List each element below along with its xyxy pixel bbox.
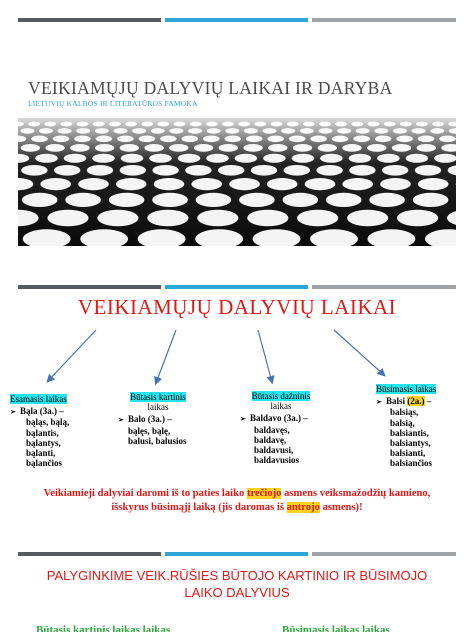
past-heading-line1: Būtasis kartinis bbox=[130, 392, 186, 402]
future-form: balsiantis, bbox=[390, 427, 429, 438]
present-heading: Esamasis laikas bbox=[10, 394, 67, 404]
frequentative-verb: Baldavo (3a.) – bbox=[250, 413, 308, 424]
present-verb: Bąla (3a.) – bbox=[20, 406, 64, 417]
future-form: balsią, bbox=[390, 417, 415, 428]
column-future bbox=[376, 384, 460, 469]
column-frequentative bbox=[240, 391, 322, 465]
arrow-frequentative bbox=[258, 330, 272, 382]
present-form: bąlantys, bbox=[26, 437, 61, 448]
slide3-cut-left: Būtasis kartinis laikas laikas bbox=[36, 624, 171, 632]
frequentative-form: baldavęs, bbox=[254, 424, 290, 435]
frequentative-heading-line1: Būtasis dažninis bbox=[251, 391, 311, 401]
slide1-title: VEIKIAMŲJŲ DALYVIŲ LAIKAI IR DARYBA bbox=[28, 78, 393, 98]
arrow-bullet-icon: ➢ bbox=[240, 415, 246, 424]
arrow-bullet-icon: ➢ bbox=[10, 408, 16, 417]
arrow-bullet-icon: ➢ bbox=[118, 416, 124, 425]
rule-note: Veikiamieji dalyviai daromi iš to paties laiko trečiojo asmens veiksmažodžių kamieno, išskyrus būsimąjį laiką (jis daromas iš antrojo asmens)! bbox=[43, 488, 431, 513]
frequentative-form: baldavę, bbox=[254, 434, 287, 445]
future-heading: Būsimasis laikas bbox=[376, 384, 437, 394]
future-verb-person: (2a.) bbox=[407, 396, 425, 407]
frequentative-form: baldavusi, bbox=[254, 445, 294, 456]
future-form: balsiančios bbox=[390, 458, 433, 469]
past-form: balusi, balusios bbox=[128, 435, 187, 446]
column-past bbox=[118, 392, 198, 446]
past-heading-line2: laikas bbox=[147, 402, 169, 413]
future-form: balsiąs, bbox=[390, 407, 419, 418]
slide3-bar-center bbox=[165, 552, 308, 556]
slide1-subtitle: LIETUVIŲ KALBOS IR LITERATŪROS PAMOKA bbox=[28, 99, 198, 108]
future-form: balsiantys, bbox=[390, 438, 431, 449]
frequentative-form: baldavusios bbox=[254, 455, 300, 466]
past-form: bąlęs, bąlę, bbox=[128, 425, 171, 436]
arrow-past bbox=[156, 330, 176, 383]
present-form: bąlančios bbox=[26, 458, 63, 469]
slide3-title: PALYGINKIME VEIK.RŪŠIES BŪTOJO KARTINIO IR BŪSIMOJO LAIKO DALYVIUS bbox=[46, 568, 428, 600]
present-form: bąlantis, bbox=[26, 427, 59, 438]
slide3-cut-right: Būsimasis laikas laikas bbox=[282, 624, 390, 632]
future-form: balsianti, bbox=[390, 448, 426, 459]
future-verb: Balsi (2a.) – bbox=[386, 396, 432, 407]
past-verb: Balo (3a.) – bbox=[128, 414, 172, 425]
note-highlight-third: trečiojo bbox=[246, 488, 282, 499]
note-highlight-second: antrojo bbox=[286, 502, 320, 513]
column-present bbox=[10, 394, 90, 468]
present-form: bąląs, bąlą, bbox=[26, 417, 70, 428]
arrow-present bbox=[48, 330, 96, 381]
present-form: bąlanti, bbox=[26, 448, 56, 459]
arrow-bullet-icon: ➢ bbox=[376, 398, 382, 407]
slide3-bar-right bbox=[312, 552, 456, 556]
frequentative-heading-line2: laikas bbox=[270, 401, 292, 412]
arrow-future bbox=[334, 330, 384, 375]
slide3-bar-left bbox=[18, 552, 161, 556]
slide2-title: VEIKIAMŲJŲ DALYVIŲ LAIKAI bbox=[77, 295, 397, 319]
